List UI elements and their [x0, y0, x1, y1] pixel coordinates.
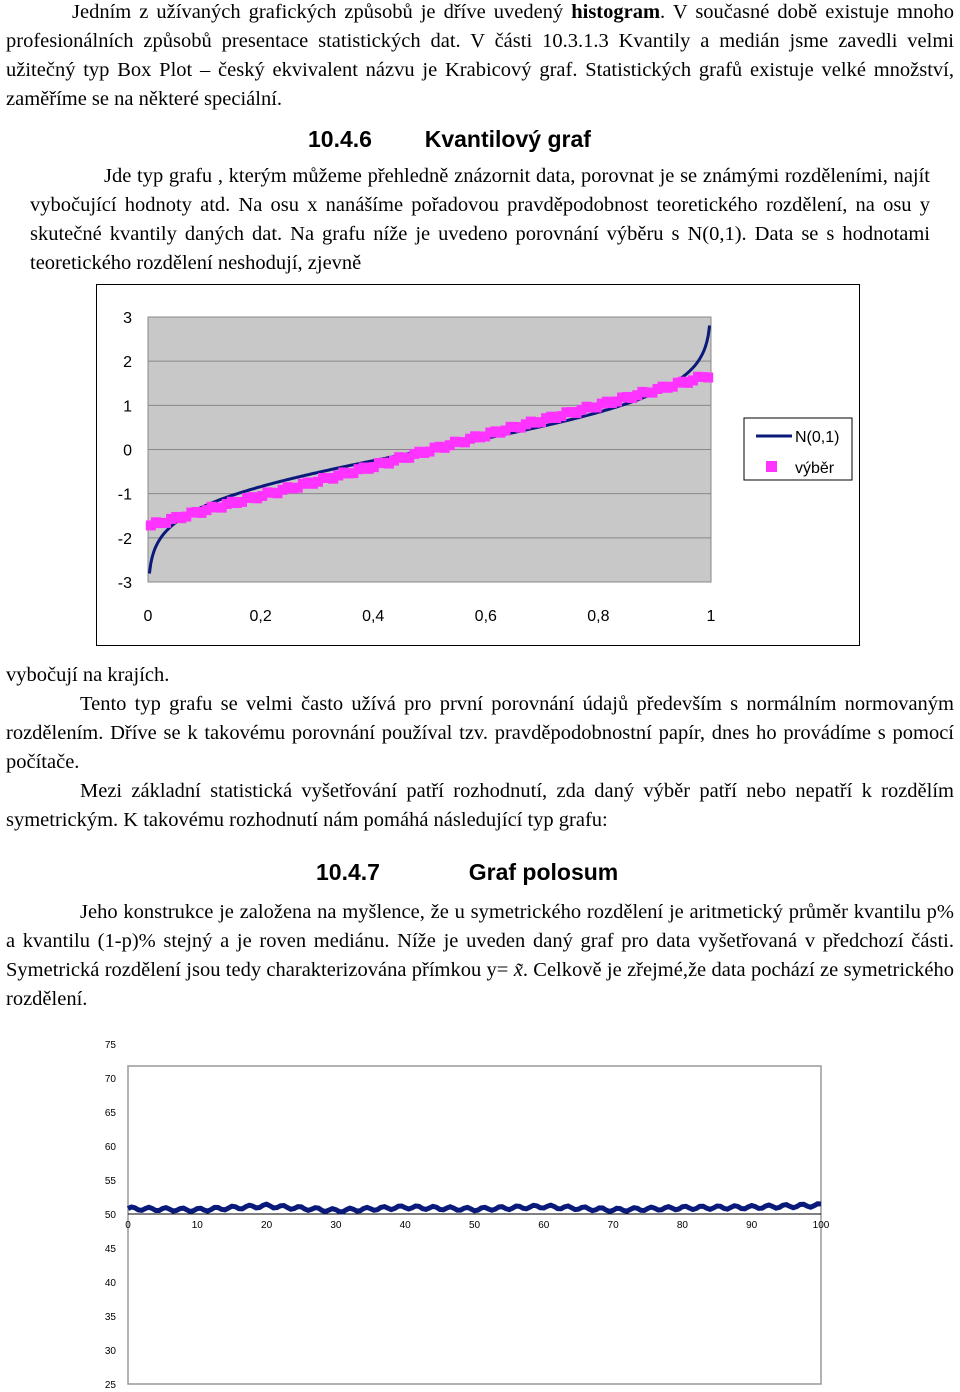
y-tick-label: 70 [104, 1074, 116, 1085]
x-tick-label: 0,8 [587, 608, 610, 625]
y-tick-label: 55 [104, 1176, 116, 1187]
y-tick-label: 30 [104, 1346, 116, 1357]
y-tick-label: -3 [117, 575, 132, 592]
section-number: 10.4.6 [308, 126, 372, 152]
y-tick-label: 0 [123, 442, 132, 460]
section-heading-10-4-6 [308, 126, 591, 153]
half-sum-tail: . Celkově je zřejmé,že data pochází ze symetrického rozdělení. [6, 959, 955, 1010]
x-tick-label: 30 [330, 1220, 342, 1231]
intro-rest: . V současné době existuje mnoho profesionálních způsobů presentace statistických dat. V části 10.3.1.3 Kvantily a medián jsme zavedli velmi užitečný typ Box Plot – český ekvivalent názvu je Krabicový graf. Statistických grafů existuje velké množství, zaměříme se na některé speciální. [6, 1, 954, 110]
x-tick-label: 10 [191, 1220, 203, 1231]
y-tick-label: 35 [104, 1312, 116, 1323]
y-tick-label: 1 [123, 398, 132, 416]
y-tick-label: 50 [104, 1210, 116, 1221]
y-tick-label: 60 [104, 1142, 116, 1153]
usage-paragraph: Tento typ grafu se velmi často užívá pro první porovnání údajů především s normálním normovaným rozdělením. Dříve se k takovému porovnání používal tzv. pravděpodobnostní papír, dnes ho provádíme s pomocí počítače. [6, 693, 954, 773]
half-sum-text: Jeho konstrukce je založena na myšlence, že u symetrického rozdělení je aritmetický průměr kvantilu p% a kvantilu (1-p)% stejný a je roven mediánu. Níže je uveden daný graf pro data vyšetřovaná v předchozí části. Symetrická rozdělení jsou tedy charakterizována přímkou y= [6, 901, 954, 981]
x-tick-label: 100 [812, 1220, 830, 1231]
y-tick-label: 2 [123, 354, 132, 372]
quantile-description: Jde typ grafu , kterým můžeme přehledně znázornit data, porovnat je se známými rozděleními, najít vybočující hodnoty atd. Na osu x nanášíme pořadovou pravděpodobnost teoretického rozdělení, na osu y skutečné kvantily daných dat. Na grafu níže je uvedeno porovnání výběru s N(0,1). Data se s hodnotami teoretického rozdělení neshodují, zjevně [30, 165, 930, 274]
sample-point [703, 373, 713, 383]
half-sum-chart [96, 1030, 836, 1392]
x-tick-label: 20 [261, 1220, 273, 1231]
x-tick-label: 60 [538, 1220, 550, 1231]
section-title: Graf polosum [468, 859, 619, 885]
symmetry-paragraph: Mezi základní statistická vyšetřování patří rozhodnutí, zda daný výběr patří nebo nepatří k rozdělím symetrickým. K takovému rozhodnutí nám pomáhá následující typ grafu: [6, 780, 954, 831]
x-tick-label: 0,2 [249, 608, 272, 625]
x-tick-label: 80 [676, 1220, 688, 1231]
x-tick-label: 1 [706, 608, 716, 625]
quantile-chart [96, 284, 860, 646]
y-tick-label: 65 [104, 1108, 116, 1119]
y-tick-label: 75 [104, 1040, 116, 1051]
legend-normal-label: N(0,1) [795, 429, 840, 446]
x-tick-label: 70 [607, 1220, 619, 1231]
intro-text: Jedním z užívaných grafických způsobů je dříve uvedený [72, 1, 564, 23]
x-tick-label: 0,6 [474, 608, 497, 625]
legend-sample-label: výběr [795, 460, 835, 477]
section-number: 10.4.7 [316, 859, 380, 885]
x-tick-label: 0,4 [362, 608, 385, 625]
section-title: Kvantilový graf [424, 126, 591, 152]
x-tick-label: 50 [468, 1220, 481, 1231]
y-tick-label: 25 [104, 1380, 116, 1391]
y-tick-label: -1 [117, 486, 132, 504]
y-tick-label: -2 [117, 530, 132, 548]
intro-paragraph [6, 0, 954, 114]
x-tick-label: 0 [143, 608, 153, 625]
y-tick-label: 3 [123, 310, 132, 327]
x-tick-label: 0 [125, 1220, 131, 1231]
legend-sample-swatch [766, 461, 777, 472]
section-heading-10-4-7 [316, 859, 618, 886]
x-tick-label: 40 [399, 1220, 411, 1231]
y-tick-label: 45 [104, 1244, 116, 1255]
half-sum-paragraph [6, 898, 954, 1014]
median-symbol: x̃ [513, 959, 523, 981]
outlier-note: vybočují na krajích. [6, 664, 170, 686]
y-tick-label: 40 [104, 1278, 116, 1289]
x-tick-label: 90 [746, 1220, 758, 1231]
histogram-term: histogram [571, 1, 661, 23]
